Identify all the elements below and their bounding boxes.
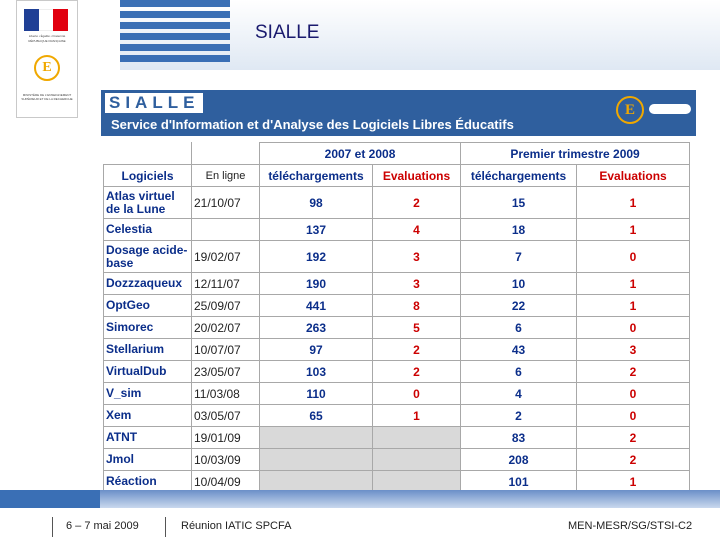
table-row [104, 241, 690, 273]
online-date: 12/11/07 [192, 273, 260, 295]
evaluations-2007: 0 [373, 383, 461, 405]
col-en-ligne: En ligne [192, 165, 260, 187]
downloads-2009: 6 [461, 317, 577, 339]
evaluations-2007: 3 [373, 273, 461, 295]
downloads-2009: 43 [461, 339, 577, 361]
downloads-2007: 103 [260, 361, 373, 383]
online-date: 25/09/07 [192, 295, 260, 317]
french-flag-icon [24, 9, 68, 31]
software-name: V_sim [104, 383, 192, 405]
downloads-2007: 263 [260, 317, 373, 339]
col-evaluations-2007: Evaluations [373, 165, 461, 187]
software-name: Dozzzaqueux [104, 273, 192, 295]
downloads-2007: 98 [260, 187, 373, 219]
table-row [104, 273, 690, 295]
page-title: SIALLE [255, 22, 320, 43]
table-row [104, 295, 690, 317]
table-header-row-2 [104, 165, 690, 187]
table-header-row-1 [104, 143, 690, 165]
downloads-2007: 441 [260, 295, 373, 317]
col-evaluations-2009: Evaluations [577, 165, 690, 187]
table-row [104, 219, 690, 241]
online-date: 23/05/07 [192, 361, 260, 383]
education-e-icon: E [616, 96, 644, 124]
software-name: Réaction [104, 471, 192, 493]
evaluations-2009: 1 [577, 471, 690, 493]
footer-divider [165, 517, 166, 537]
evaluations-2009: 0 [577, 317, 690, 339]
table-row [104, 383, 690, 405]
footer-org: MEN-MESR/SG/STSI-C2 [568, 520, 693, 532]
downloads-2009: 4 [461, 383, 577, 405]
evaluations-2009: 1 [577, 295, 690, 317]
table-row [104, 339, 690, 361]
software-name: Celestia [104, 219, 192, 241]
table-row [104, 427, 690, 449]
evaluations-2007: 5 [373, 317, 461, 339]
education-e-icon: E [34, 55, 60, 81]
footer-bar [0, 490, 720, 508]
downloads-2009: 2 [461, 405, 577, 427]
footer-event: Réunion IATIC SPCFA [181, 520, 292, 532]
software-name: Jmol [104, 449, 192, 471]
evaluations-2009: 0 [577, 383, 690, 405]
online-date: 19/01/09 [192, 427, 260, 449]
downloads-table [103, 142, 690, 493]
downloads-2007 [260, 449, 373, 471]
downloads-2009: 18 [461, 219, 577, 241]
downloads-2009: 22 [461, 295, 577, 317]
downloads-2007: 192 [260, 241, 373, 273]
sialle-brand: SIALLE [105, 93, 203, 113]
evaluations-2009: 1 [577, 273, 690, 295]
partner-logo-icon [649, 104, 691, 114]
downloads-2009: 7 [461, 241, 577, 273]
downloads-2009: 83 [461, 427, 577, 449]
software-name: Xem [104, 405, 192, 427]
col-telechargements-2007: téléchargements [260, 165, 373, 187]
group-2009: Premier trimestre 2009 [461, 143, 690, 165]
downloads-2009: 208 [461, 449, 577, 471]
online-date: 10/07/07 [192, 339, 260, 361]
table-row [104, 361, 690, 383]
downloads-2009: 101 [461, 471, 577, 493]
evaluations-2009: 2 [577, 427, 690, 449]
online-date: 20/02/07 [192, 317, 260, 339]
evaluations-2009: 0 [577, 405, 690, 427]
header-stripes [120, 0, 230, 70]
downloads-2007 [260, 427, 373, 449]
col-telechargements-2009: téléchargements [461, 165, 577, 187]
online-date: 21/10/07 [192, 187, 260, 219]
evaluations-2009: 3 [577, 339, 690, 361]
downloads-2007: 65 [260, 405, 373, 427]
evaluations-2009: 2 [577, 449, 690, 471]
software-name: Atlas virtuel de la Lune [104, 187, 192, 219]
downloads-2007: 110 [260, 383, 373, 405]
evaluations-2009: 1 [577, 219, 690, 241]
sialle-subtitle: Service d'Information et d'Analyse des Logiciels Libres Éducatifs [111, 117, 514, 132]
online-date: 03/05/07 [192, 405, 260, 427]
evaluations-2007: 2 [373, 187, 461, 219]
table-row [104, 405, 690, 427]
ministry-line1: Liberté • Égalité • Fraternité [28, 34, 66, 38]
downloads-2009: 15 [461, 187, 577, 219]
downloads-2009: 10 [461, 273, 577, 295]
footer-date: 6 – 7 mai 2009 [66, 520, 139, 532]
evaluations-2009: 2 [577, 361, 690, 383]
ministry-line2: RÉPUBLIQUE FRANÇAISE [28, 39, 66, 43]
software-name: ATNT [104, 427, 192, 449]
evaluations-2007: 8 [373, 295, 461, 317]
table-row [104, 187, 690, 219]
table-row [104, 317, 690, 339]
software-name: Simorec [104, 317, 192, 339]
online-date [192, 219, 260, 241]
group-2007-2008: 2007 et 2008 [260, 143, 461, 165]
software-name: Stellarium [104, 339, 192, 361]
evaluations-2009: 0 [577, 241, 690, 273]
software-name: VirtualDub [104, 361, 192, 383]
evaluations-2009: 1 [577, 187, 690, 219]
online-date: 19/02/07 [192, 241, 260, 273]
footer-divider [52, 517, 53, 537]
online-date: 10/03/09 [192, 449, 260, 471]
evaluations-2007 [373, 427, 461, 449]
software-name: OptGeo [104, 295, 192, 317]
evaluations-2007: 2 [373, 339, 461, 361]
ministry-lower: MINISTÈRE DE L'ENSEIGNEMENT SUPÉRIEUR ET DE LA RECHERCHE [21, 93, 73, 101]
evaluations-2007 [373, 449, 461, 471]
downloads-2007: 190 [260, 273, 373, 295]
ministry-logo [16, 0, 78, 118]
sialle-banner [101, 90, 696, 136]
evaluations-2007: 1 [373, 405, 461, 427]
downloads-2007: 137 [260, 219, 373, 241]
downloads-2009: 6 [461, 361, 577, 383]
evaluations-2007: 4 [373, 219, 461, 241]
col-logiciels: Logiciels [104, 165, 192, 187]
online-date: 10/04/09 [192, 471, 260, 493]
software-name: Dosage acide-base [104, 241, 192, 273]
evaluations-2007: 3 [373, 241, 461, 273]
downloads-2007: 97 [260, 339, 373, 361]
evaluations-2007: 2 [373, 361, 461, 383]
online-date: 11/03/08 [192, 383, 260, 405]
table-row [104, 449, 690, 471]
